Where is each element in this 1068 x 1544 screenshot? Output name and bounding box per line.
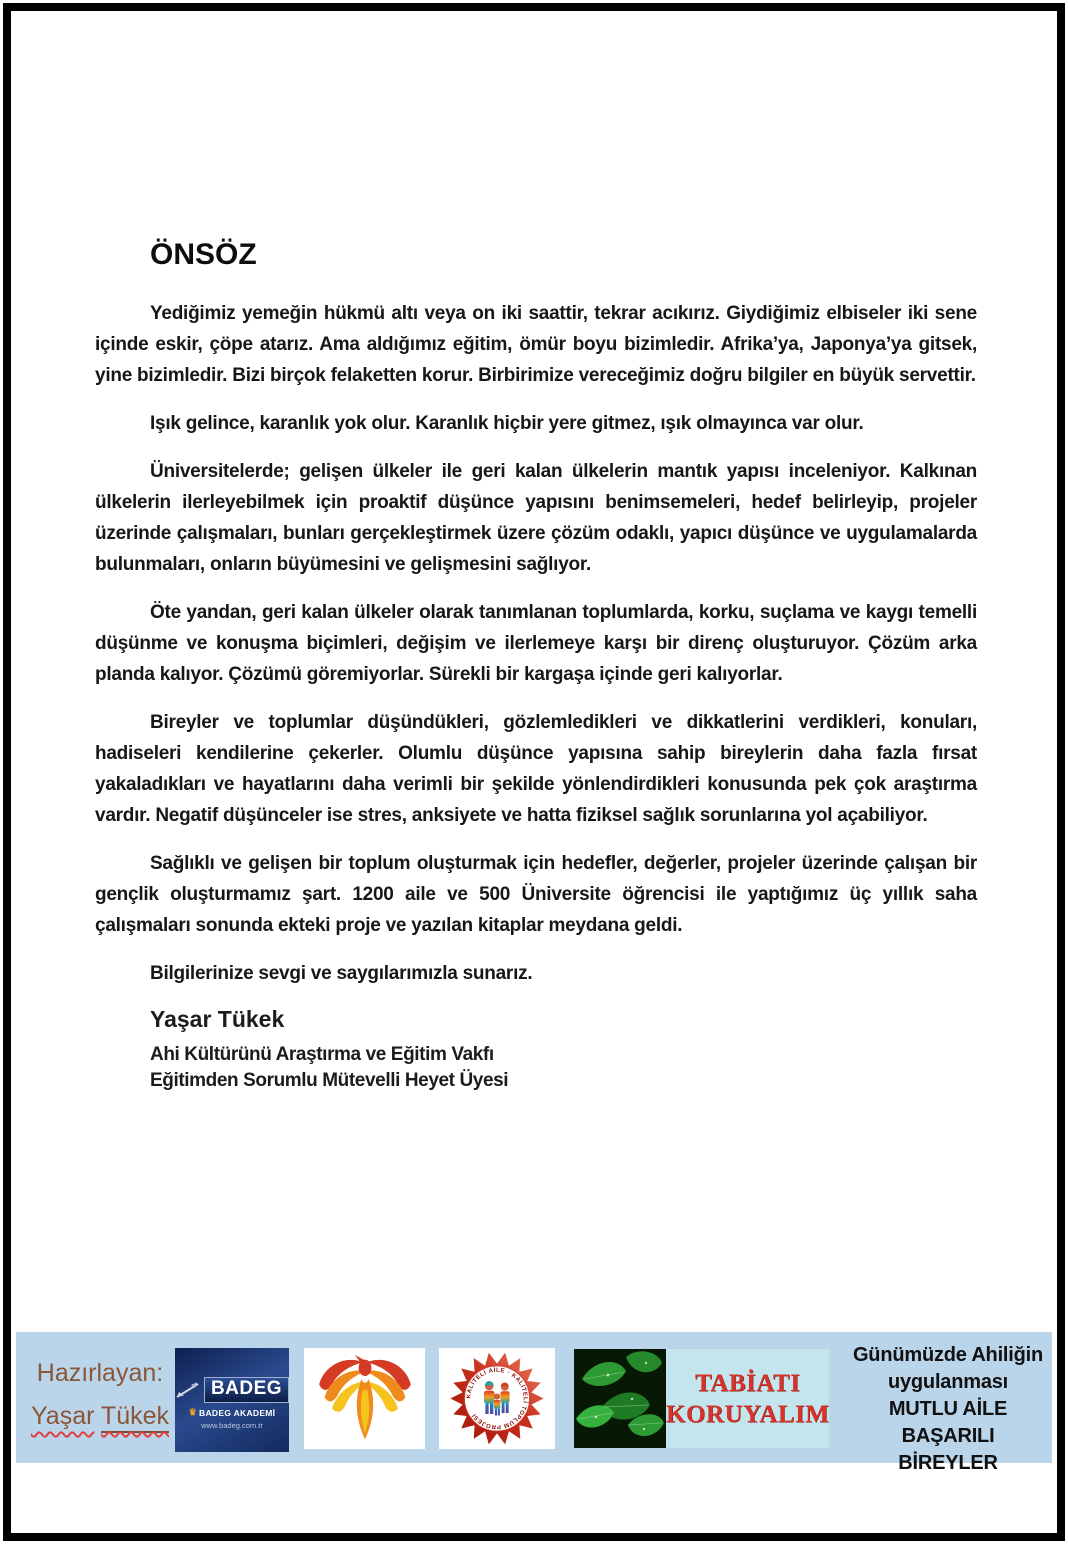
prepared-by-first-name: Yaşar [30,1402,95,1430]
signature-name: Yaşar Tükek [150,1006,285,1032]
preface-content [95,238,977,1094]
slogan-line-4: BAŞARILI BİREYLER [898,1425,998,1474]
nature-line1: TABİATI [694,1369,801,1397]
footer-slogan [850,1342,1046,1477]
signature-organization: Ahi Kültürünü Araştırma ve Eğitim Vakfı [150,1044,494,1065]
phoenix-icon [310,1353,420,1445]
prepared-by [24,1352,176,1438]
nature-line2: KORUYALIM [666,1400,830,1428]
signature-block [150,1006,977,1094]
badeg-subtitle-text: BADEG AKADEMİ [199,1407,276,1418]
footer-banner [16,1332,1052,1474]
page-title: ÖNSÖZ [150,238,257,271]
prepared-by-name [24,1395,176,1438]
nature-logo [574,1349,830,1448]
nature-slogan [666,1349,829,1448]
pen-icon [175,1380,201,1400]
prepared-by-last-name: Tükek [101,1402,169,1433]
family-badge-icon [447,1350,547,1447]
closing-line: Bilgilerinize sevgi ve saygılarımızla sunarız. [150,963,533,984]
badeg-website: www.badeg.com.tr [201,1420,263,1430]
quality-family-badge-logo [439,1348,555,1449]
badeg-logo-title: BADEG [204,1377,289,1403]
badeg-logo-row [175,1377,289,1403]
paragraph-5: Bireyler ve toplumlar düşündükleri, gözlemledikleri ve dikkatlerini verdikleri, konuları, hadiseleri kendilerine çekerler. Olumlu düşünce yapısına sahip bireylerin daha fazla fırsat yakaladıkları ve hayatlarını daha verimli bir şekilde yönlendirdikleri konusunda pek çok araştırma vardır. Negatif düşünceler ise stres, anksiyete ve hatta fiziksel sağlık sorunlarına yol açabiliyor. [95,712,977,826]
crown-icon: ♛ [188,1407,198,1417]
slogan-line-1: Günümüzde Ahiliğin [852,1344,1044,1366]
badeg-akademi-label [189,1408,276,1418]
signature-role: Eğitimden Sorumlu Mütevelli Heyet Üyesi [150,1070,509,1091]
paragraph-1: Yediğimiz yemeğin hükmü altı veya on iki saattir, tekrar acıkırız. Giydiğimiz elbiseler iki sene içinde eskir, çöpe atarız. Ama aldığımız eğitim, ömür boyu bizimledir. Afrika’ya, Japonya’ya gitsek, yine bizimledir. Bizi birçok felaketten korur. Birbirimize vereceğimiz doğru bilgiler en büyük servettir. [95,303,977,386]
slogan-line-3: MUTLU AİLE [888,1398,1008,1420]
phoenix-logo [304,1348,425,1449]
prepared-by-label: Hazırlayan: [36,1359,164,1387]
slogan-line-2: uygulanması [887,1371,1009,1393]
paragraph-3: Üniversitelerde; gelişen ülkeler ile geri kalan ülkelerin mantık yapısı inceleniyor. Kalkınan ülkelerin ilerleyebilmek için proaktif düşünce yapısını benimsemeleri, hedef belirleyip, projeler üzerinde çalışmaları, bunları gerçekleştirmek üzere çözüm odaklı, yapıcı düşünce ve uygulamalarda bulunmaları, onların büyümesini ve gelişmesini sağlıyor. [95,461,977,575]
paragraph-4: Öte yandan, geri kalan ülkeler olarak tanımlanan toplumlarda, korku, suçlama ve kaygı temelli düşünme ve konuşma biçimleri, değişim ve ilerlemeye karşı bir direnç oluşturuyor. Çözüm arka planda kalıyor. Çözümü göremiyorlar. Sürekli bir kargaşa içinde geri kalıyorlar. [95,602,977,685]
paragraph-2: Işık gelince, karanlık yok olur. Karanlık hiçbir yere gitmez, ışık olmayınca var olur. [150,413,864,434]
leaves-icon [574,1349,666,1448]
badge-circular-text: KALİTELİ AİLE · KALİTELİ TOPLUM PROJESİ [466,1367,528,1430]
paragraph-6: Sağlıklı ve gelişen bir toplum oluşturmak için hedefler, değerler, projeler üzerinde çalışan bir gençlik oluşturmamız şart. 1200 aile ve 500 Üniversite öğrencisi ile yaptığımız üç yıllık saha çalışmaları sonunda ekteki proje ve yazılan kitaplar meydana geldi. [95,853,977,936]
leaves-image [574,1349,666,1448]
badeg-logo [175,1348,289,1452]
